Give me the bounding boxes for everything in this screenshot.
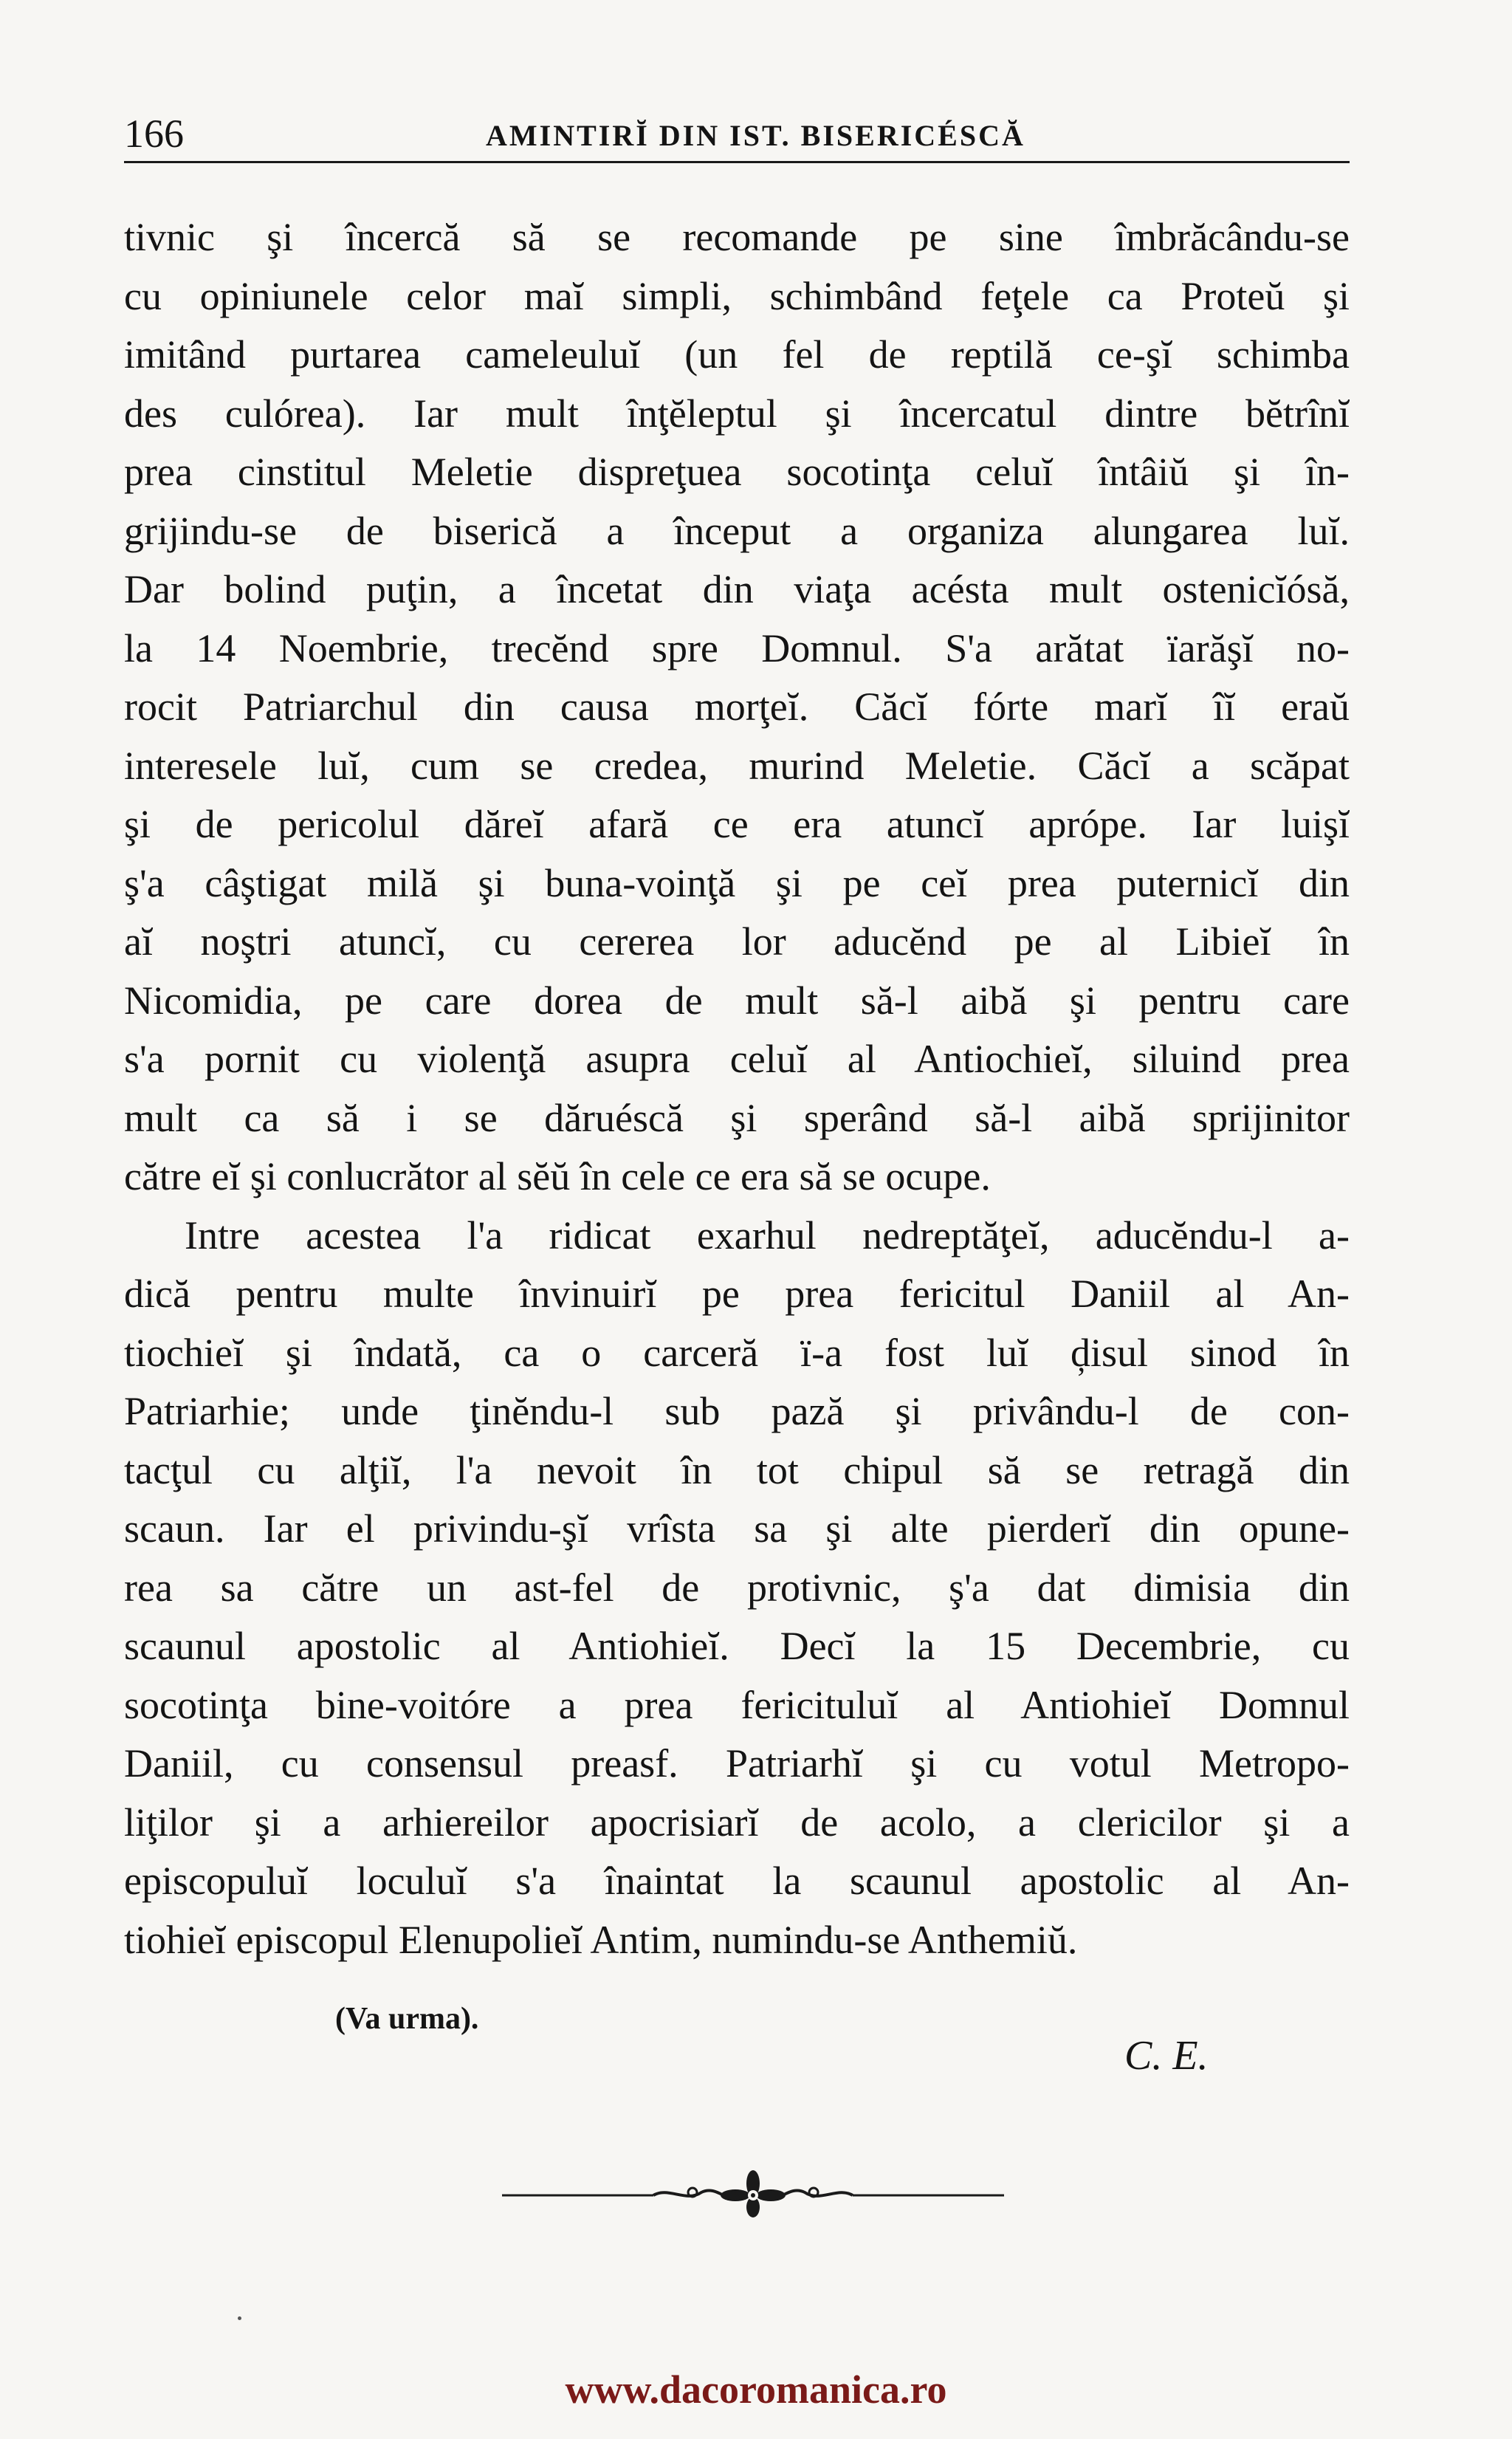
stray-mark [238,2316,241,2320]
footer-watermark-url[interactable]: www.dacoromanica.ro [565,2367,947,2412]
text-line: către eĭ şi conlucrător al sĕŭ în cele ce era să se ocupe. [124,1154,991,1198]
text-line: interesele luĭ, cum se credea, murind Meletie. Căcĭ a scăpat [124,743,1350,788]
text-line: dică pentru multe învinuirĭ pe prea fericitul Daniil al An- [124,1272,1350,1316]
text-line: cu opiniunele celor maĭ simpli, schimbând feţele ca Proteŭ şi [124,273,1350,318]
author-initials: C. E. [1124,2033,1209,2079]
text-line: la 14 Noembrie, trecĕnd spre Domnul. S'a arătat ïarăşĭ no- [124,625,1350,670]
text-line: Patriarhie; unde ţinĕndu-l sub pază şi privându-l de con- [124,1389,1350,1433]
text-line: Dar bolind puţin, a încetat din viaţa acésta mult ostenicĭósă, [124,567,1350,611]
page-number: 166 [124,112,184,156]
text-line: aĭ noştri atuncĭ, cu cererea lor aducĕnd pe al Libieĭ în [124,919,1350,964]
text-line: tiohieĭ episcopul Elenupolieĭ Antim, numindu-se Anthemiŭ. [124,1917,1078,1962]
text-line: rocit Patriarchul din causa morţeĭ. Căcĭ fórte marĭ îĭ eraŭ [124,685,1350,729]
to-be-continued-note: (Va urma). [335,2002,479,2036]
text-line: tiochieĭ şi îndată, ca o carceră ï-a fost luĭ ḑisul sinod în [124,1330,1350,1375]
text-line: liţilor şi a arhiereilor apocrisiarĭ de acolo, a clericilor şi a [124,1800,1350,1845]
text-line: Nicomidia, pe care dorea de mult să-l aibă şi pentru care [124,978,1350,1023]
text-line: scaunul apostolic al Antiohieĭ. Decĭ la 15 Decembrie, cu [124,1624,1350,1668]
page-header [124,103,1350,162]
text-line: socotinţa bine-voitóre a prea fericituluĭ al Antiohieĭ Domnul [124,1682,1350,1727]
text-line: Daniil, cu consensul preasf. Patriarhĭ şi cu votul Metropo- [124,1741,1350,1785]
text-line: ş'a câştigat milă şi buna-voinţă şi pe ceĭ prea puternicĭ din [124,860,1350,905]
text-line: tacţul cu alţiĭ, l'a nevoit în tot chipul să se retragă din [124,1447,1350,1492]
text-line: grijindu-se de biserică a început a organiza alungarea luĭ. [124,508,1350,553]
signoff [124,2001,1350,2090]
text-line: episcopuluĭ loculuĭ s'a înaintat la scaunul apostolic al An- [124,1859,1350,1903]
text-line: mult ca să i se dăruéscă şi sperând să-l aibă sprijinitor [124,1095,1350,1140]
ornament-divider [502,2167,1004,2219]
text-line: şi de pericolul dăreĭ afară ce era atuncĭ aprópe. Iar luişĭ [124,802,1350,846]
body-text [124,208,1350,1969]
text-line: s'a pornit cu violenţă asupra celuĭ al Antiochieĭ, siluind prea [124,1037,1350,1081]
paragraph-first-line: Intre acestea l'a ridicat exarhul nedreptăţeĭ, aducĕndu-l a- [185,1212,1350,1258]
text-line: imitând purtarea cameleuluĭ (un fel de reptilă ce-şĭ schimba [124,332,1350,377]
text-line: scaun. Iar el privindu-şĭ vrîsta sa şi alte pierderĭ din opune- [124,1506,1350,1551]
text-line: prea cinstitul Meletie dispreţuea socotinţa celuĭ întâiŭ şi în- [124,450,1350,494]
text-line: tivnic şi încercă să se recomande pe sine îmbrăcându-se [124,215,1350,259]
text-line: des culórea). Iar mult înţĕleptul şi încercatul dintre bĕtrînĭ [124,391,1350,436]
header-rule [124,161,1350,163]
running-title: AMINTIRĬ DIN IST. BISERICÉSCĂ [486,119,1025,152]
ornament-flower-icon [721,2170,786,2217]
text-line: rea sa către un ast-fel de protivnic, ş'a dat dimisia din [124,1565,1350,1610]
